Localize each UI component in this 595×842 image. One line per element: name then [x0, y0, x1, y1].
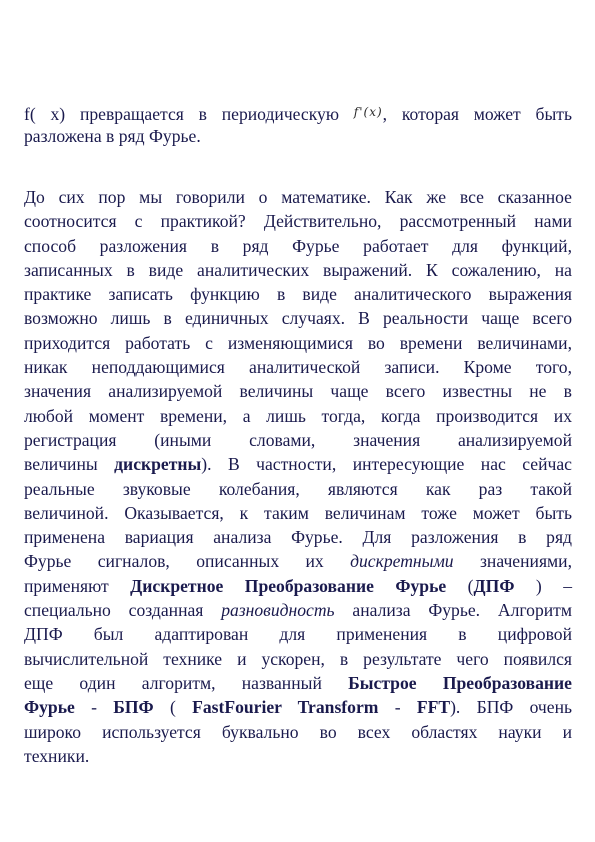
text-span: ) – [514, 575, 573, 596]
text-span: - [74, 697, 114, 718]
text-line [24, 549, 572, 573]
bold-term: дискретны [114, 454, 202, 475]
text-line: практике записать функцию в виде аналитического выражения [24, 284, 572, 305]
text-line: соотносится с практикой? Действительно, рассмотренный нами [24, 211, 572, 232]
text-line [24, 452, 572, 476]
text-span: , которая может быть [382, 104, 572, 124]
text-span: ( [153, 697, 193, 718]
paragraph-periodic-function [24, 100, 572, 148]
text-line: применена вариация анализа Фурье. Для разложения в ряд [24, 527, 572, 548]
text-line [24, 598, 572, 622]
bold-term: FastFourier Transform [192, 697, 379, 718]
paragraph-dft-explanation [24, 185, 572, 768]
text-span: анализа Фурье. Алгоритм [334, 600, 572, 621]
text-span: применяют [24, 575, 131, 596]
text-line: записанных в виде аналитических выражений. К сожалению, на [24, 259, 572, 280]
text-line: регистрация (иными словами, значения анализируемой [24, 429, 572, 450]
italic-term: разновидность [221, 600, 335, 621]
text-line: вычислительной технике и ускорен, в результате чего появился [24, 648, 572, 669]
text-line [24, 574, 572, 598]
text-line: возможно лишь в единичных случаях. В реальности чаще всего [24, 308, 572, 329]
bold-term: ДПФ [473, 575, 515, 596]
formula-image: f'(x) [353, 105, 383, 119]
text-span: f( x) превращается в периодическую [24, 104, 354, 124]
italic-term: дискретными [350, 551, 454, 572]
text-line: приходится работать с изменяющимися во времени величинами, [24, 332, 572, 353]
bold-term: Дискретное Преобразование Фурье [130, 575, 447, 596]
text-line: величиной. Оказывается, к таким величинам тоже может быть [24, 502, 572, 523]
text-line [24, 100, 572, 124]
bold-term: FFT [416, 697, 451, 718]
text-span: значениями, [453, 551, 572, 572]
text-span: еще один алгоритм, названный [24, 672, 349, 693]
text-line: широко используется буквально во всех областях науки и [24, 721, 572, 742]
text-line: любой момент времени, а лишь тогда, когда производится их [24, 405, 572, 426]
text-line: никак неподдающимися аналитической записи. Кроме того, [24, 357, 572, 378]
bold-term: Быстрое Преобразование [348, 672, 572, 693]
text-line: До сих пор мы говорили о математике. Как же все сказанное [24, 187, 572, 207]
text-span: Фурье сигналов, описанных их [24, 551, 351, 572]
text-line [24, 695, 572, 719]
text-line [24, 671, 572, 695]
text-span: специально созданная [24, 600, 222, 621]
bold-term: БПФ [113, 697, 154, 718]
bold-term: Фурье [24, 697, 75, 718]
text-span: ). БПФ очень [450, 697, 573, 718]
text-line: способ разложения в ряд Фурье работает для функций, [24, 235, 572, 256]
text-line: реальные звуковые колебания, являются как раз такой [24, 478, 572, 499]
text-line: разложена в ряд Фурье. [24, 126, 201, 146]
text-span: - [378, 697, 417, 718]
text-line: техники. [24, 745, 90, 766]
text-line: ДПФ был адаптирован для применения в цифровой [24, 624, 572, 645]
text-line: значения анализируемой величины чаще всего известны не в [24, 381, 572, 402]
text-span: величины [24, 454, 115, 475]
text-span: ). В частности, интересующие нас сейчас [201, 454, 572, 475]
text-span: ( [446, 575, 474, 596]
